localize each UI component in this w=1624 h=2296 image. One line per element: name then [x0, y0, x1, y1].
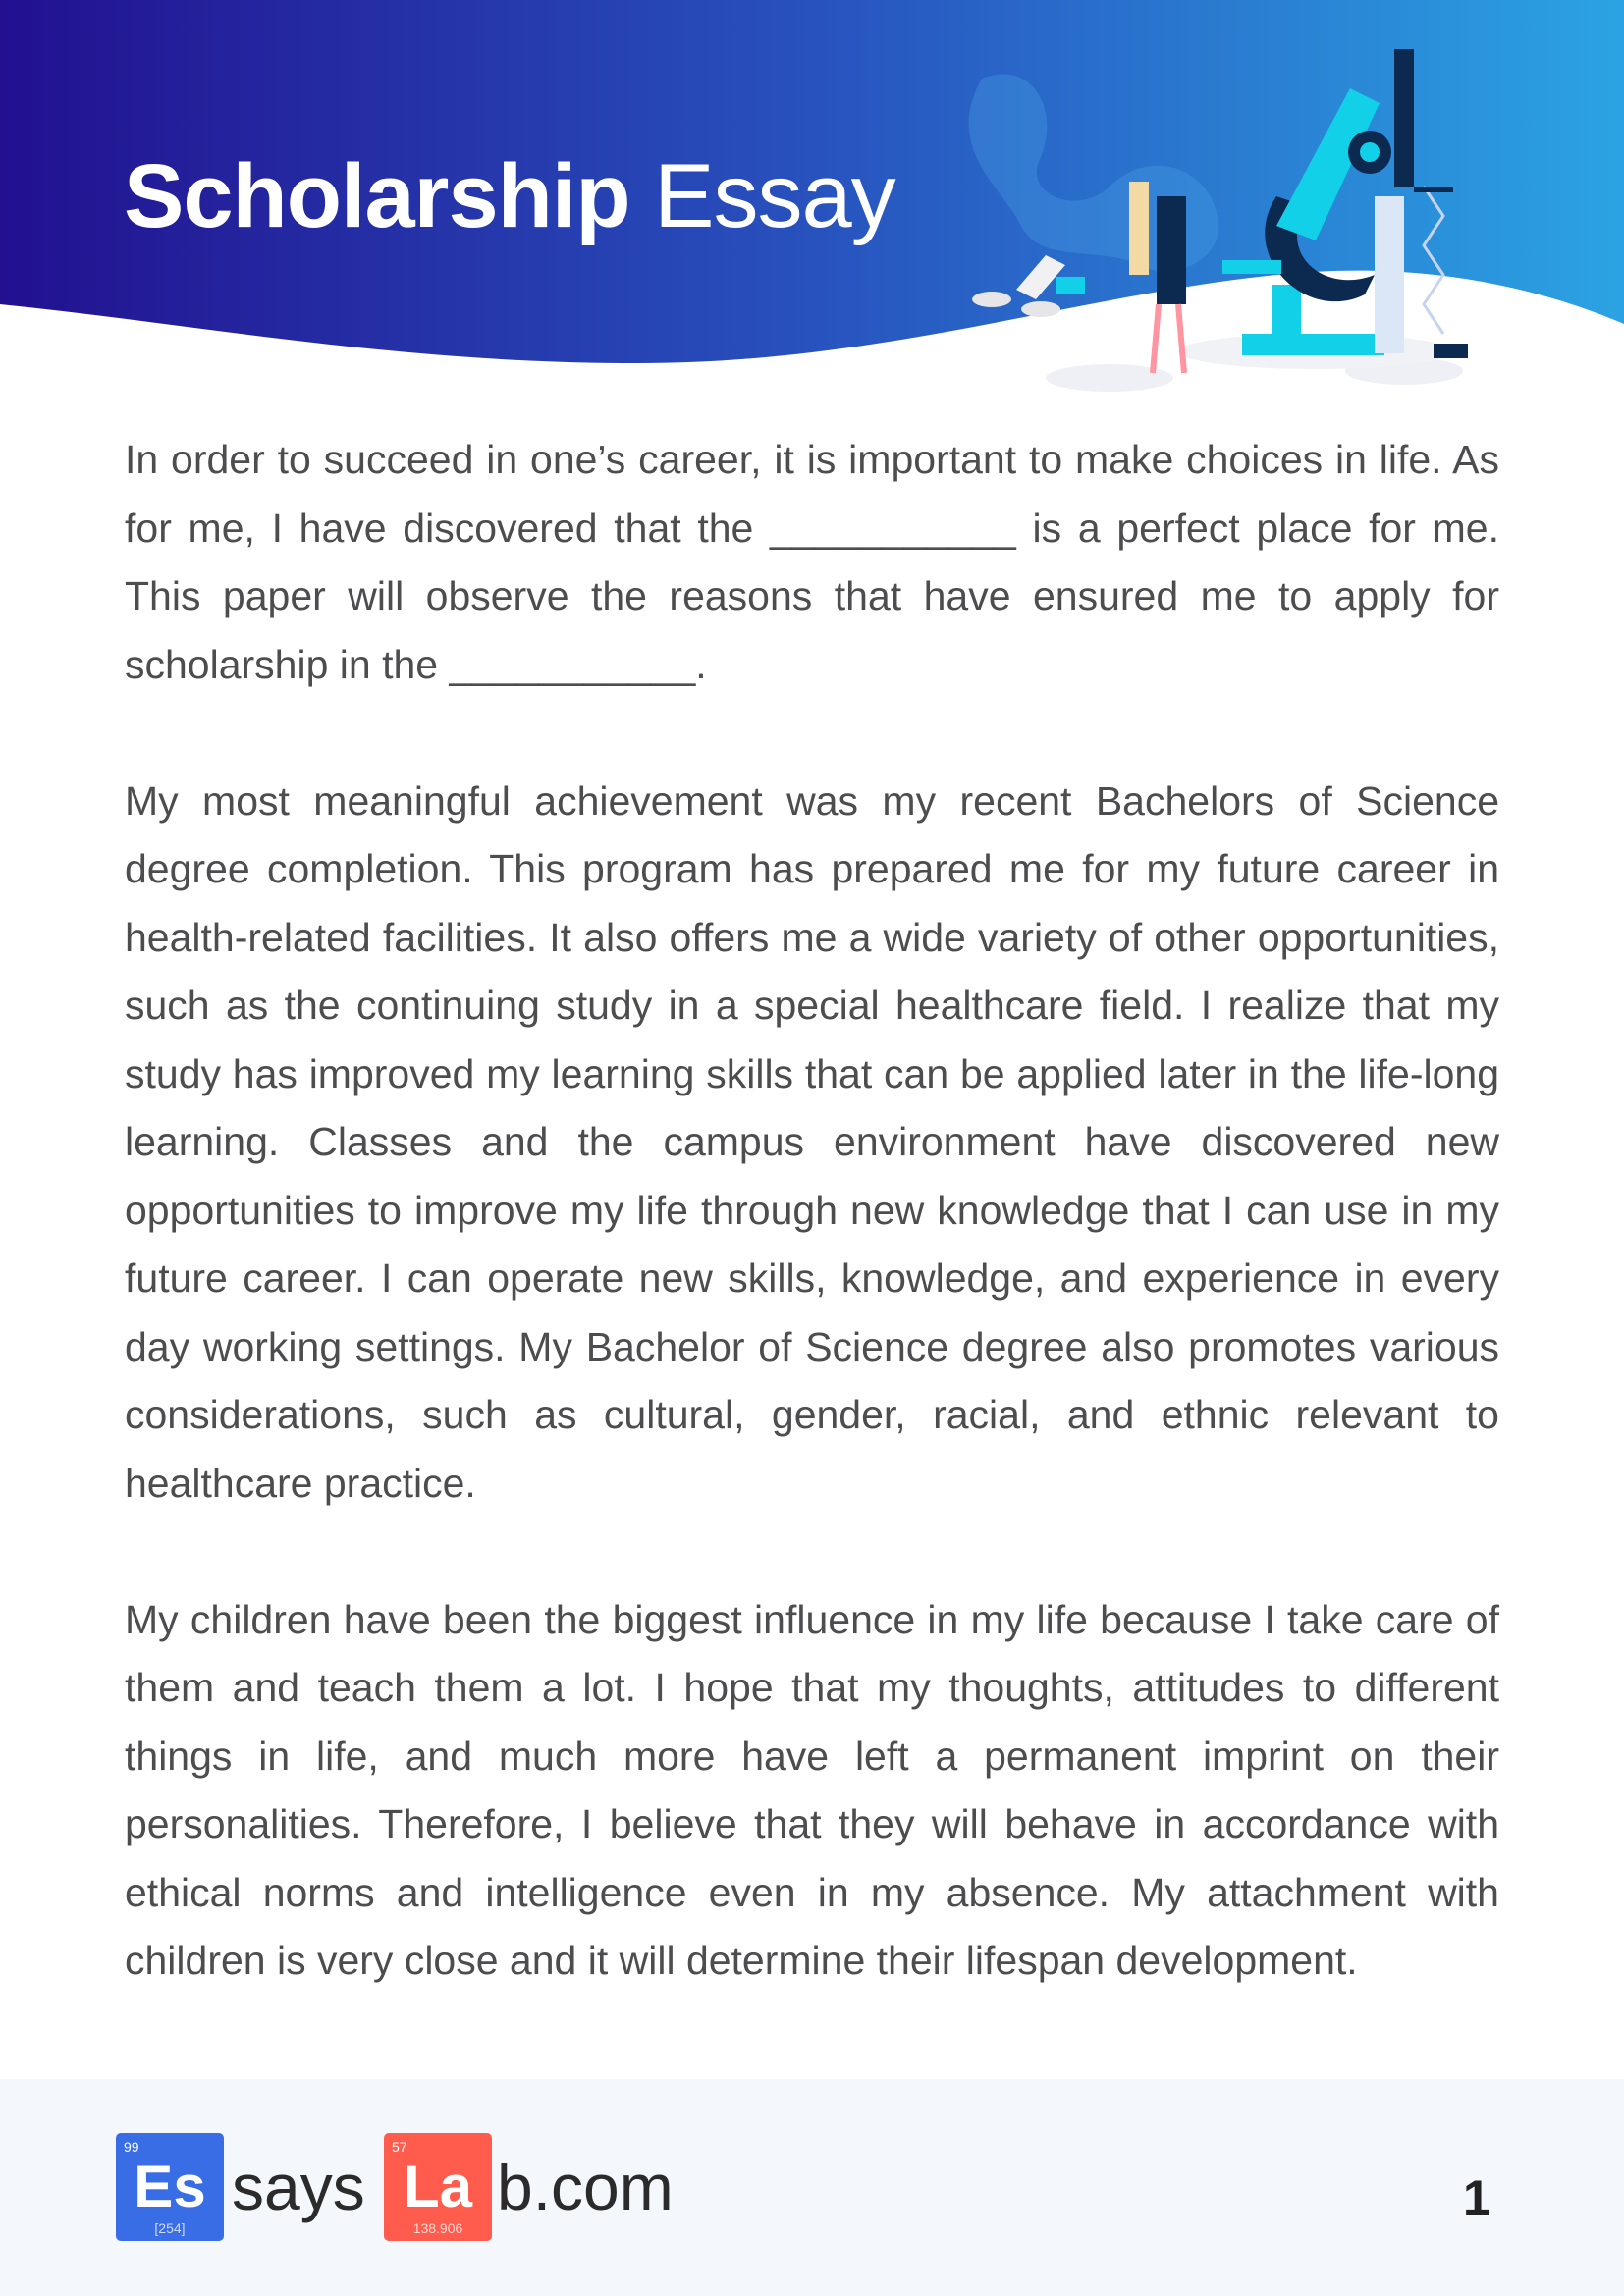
paragraph: In order to succeed in one’s career, it is important to make choices in life. As for me, I have discovered that the ___________ is a perfect place for me. This paper will observe the reasons that have ensured me to apply for scholarship in the ___________. [125, 437, 1499, 687]
tile-number: 99 [124, 2139, 139, 2155]
tile-mass: 138.906 [412, 2220, 463, 2236]
tile-symbol: Es [134, 2154, 206, 2219]
header-banner [0, 0, 1624, 412]
logo-word-bcom: b.com [497, 2151, 674, 2223]
tile-symbol: La [403, 2154, 473, 2219]
essay-body [125, 426, 1499, 2063]
paragraph: My children have been the biggest influence in my life because I take care of them and teach them a lot. I hope that my thoughts, attitudes to different things in life, and much more have left a permanent imprint on their personalities. Therefore, I believe that they will behave in accordance with ethical norms and intelligence even in my absence. My attachment with children is very close and it will determine their lifespan development. [125, 1596, 1499, 1983]
title-bold: Scholarship [124, 146, 630, 246]
title-light: Essay [654, 146, 895, 246]
tile-number: 57 [392, 2139, 407, 2155]
paragraph: My most meaningful achievement was my recent Bachelors of Science degree completion. This program has prepared me for my future career in health-related facilities. It also offers me a wide variety of other opportunities, such as the continuing study in a special healthcare field. I realize that my study has improved my learning skills that can be applied later in the life-long learning. Classes and the campus environment have discovered new opportunities to improve my life through new knowledge that I can use in my future career. I can operate new skills, knowledge, and experience in every day working settings. My Bachelor of Science degree also promotes various considerations, such as cultural, gender, racial, and ethnic relevant to healthcare practice. [125, 777, 1499, 1506]
logo-tile-la [384, 2133, 492, 2241]
tile-mass: [254] [154, 2220, 186, 2236]
page-title [124, 145, 895, 248]
page-number: 1 [1463, 2170, 1490, 2225]
logo-word-says: says [232, 2151, 365, 2223]
logo-tile-es [116, 2133, 224, 2241]
footer [0, 2079, 1624, 2296]
